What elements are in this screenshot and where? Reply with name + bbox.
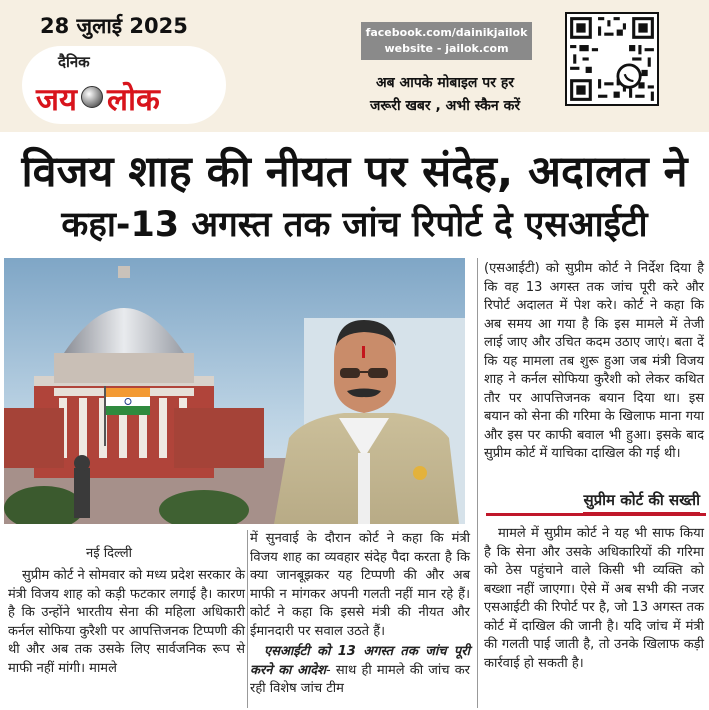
facebook-link[interactable]: facebook.com/dainikjailok [365, 26, 528, 39]
website-link[interactable]: website - jailok.com [384, 42, 509, 55]
promo-line-1: अब आपके मोबाइल पर हर [375, 75, 515, 91]
article-paragraph [250, 643, 470, 699]
article-subhead: एसआईटी को 13 अगस्त तक जांच पूरी करने का आदेश [250, 644, 470, 678]
promo-line-2: जरूरी खबर , अभी स्कैन करें [369, 98, 521, 114]
scan-promo [345, 72, 545, 118]
whatsapp-icon [618, 65, 640, 87]
logo-dainik: दैनिक [58, 53, 90, 71]
article-column-1 [8, 567, 245, 678]
qr-code-graphic [567, 14, 657, 104]
headline-line-1: विजय शाह की नीयत पर संदेह, अदालत ने [21, 147, 688, 197]
column-divider [247, 530, 248, 708]
article-column-4 [484, 525, 704, 673]
logo-jailok [36, 78, 160, 120]
logo-left-word: जय [36, 82, 77, 118]
social-links-box [361, 22, 532, 60]
article-paragraph: सुप्रीम कोर्ट ने सोमवार को मध्य प्रदेश सरकार के मंत्री विजय शाह को कड़ी फटकार लगाई है। कारण है कि उन्होंने भारतीय सेना की महिला अधिकारी कर्नल सोफिया कुरैशी पर आपत्तिजनक टिप्पणी की थी और अब तक उसके लिए सार्वजनिक रूप से माफी नहीं मांगी। मामले [8, 568, 245, 676]
article-column-3 [484, 260, 704, 464]
globe-icon [81, 86, 103, 108]
supreme-court-and-minister-illustration [4, 258, 465, 524]
article-text: - साथ ही मामले की जांच कर रही विशेष जांच टीम [250, 662, 470, 696]
logo-right-word: लोक [106, 82, 160, 118]
headline-line-2: कहा-13 अगस्त तक जांच रिपोर्ट दे एसआईटी [61, 205, 648, 245]
news-photo [4, 258, 465, 524]
article-column-2 [250, 530, 470, 699]
qr-code-icon[interactable] [565, 12, 659, 106]
section-heading [486, 490, 706, 516]
article-paragraph: में सुनवाई के दौरान कोर्ट ने कहा कि मंत्री विजय शाह का व्यवहार संदेह पैदा करता है कि क्या जानबूझकर यह टिप्पणी की और अब माफी न मांगकर अपनी गलती नहीं मान रहे हैं। कोर्ट ने कहा कि इससे मंत्री की नीयत और ईमानदारी पर सवाल उठते हैं। [250, 531, 470, 639]
column-divider [477, 258, 478, 708]
dateline: नई दिल्ली [86, 546, 133, 561]
issue-date: 28 जुलाई 2025 [40, 14, 188, 38]
article-paragraph: (एसआईटी) को सुप्रीम कोर्ट ने निर्देश दिया है कि वह 13 अगस्त तक जांच पूरी करे और रिपोर्ट अदालत में पेश करे। कोर्ट ने कहा कि अब समय आ गया है कि इस मामले में तेजी लाई जाए और उचित कदम उठाए जाएं। बता दें कि यह मामला तब शुरू हुआ जब मंत्री विजय शाह ने कर्नल सोफिया कुरैशी को लेकर कथित तौर पर आपत्तिजनक बयान दिया था। इस बयान को सेना की गरिमा के खिलाफ माना गया और इस पर काफी बवाल भी हुआ। इसके बाद सुप्रीम कोर्ट में याचिका दाखिल की गई थी। [484, 261, 704, 461]
article-paragraph: मामले में सुप्रीम कोर्ट ने यह भी साफ किया है कि सेना और उसके अधिकारियों की गरिमा को ठेस पहुंचाने वाले किसी भी व्यक्ति को बख्शा नहीं जाएगा। ऐसे में अब सभी की नजर एसआईटी की रिपोर्ट पर है, जो 13 अगस्त तक कोर्ट में दाखिल की जानी है। यदि जांच में मंत्री की गलती पाई जाती है, तो उनके खिलाफ कड़ी कार्रवाई हो सकती है। [484, 526, 704, 671]
section-heading-text: सुप्रीम कोर्ट की सख्ती [583, 490, 700, 515]
